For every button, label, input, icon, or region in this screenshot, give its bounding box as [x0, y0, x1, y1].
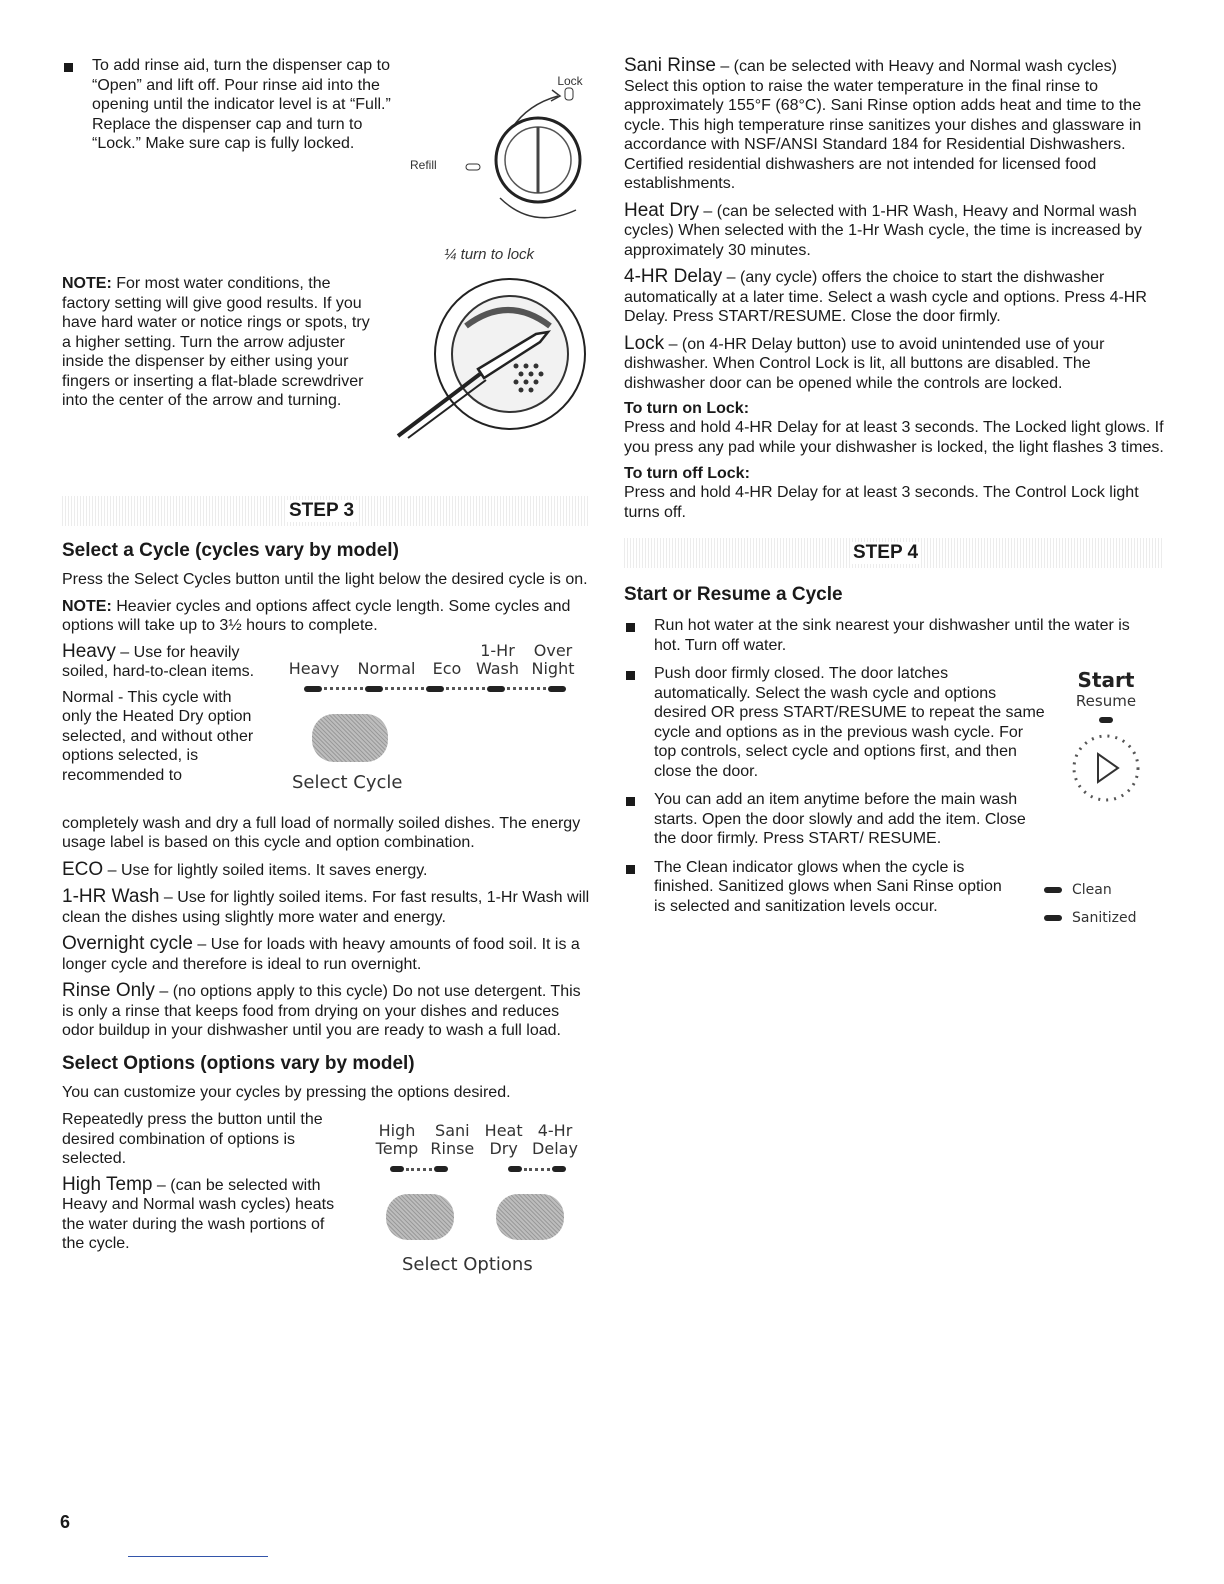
- cycle-overnight: [62, 934, 590, 974]
- rinse-adjuster-figure: [388, 274, 588, 444]
- high-temp-indicator-light: [390, 1166, 404, 1172]
- start-resume-control: [1068, 668, 1144, 806]
- sanitized-indicator: [1044, 910, 1136, 926]
- step3-note: [62, 597, 590, 636]
- fig-refill-label: Refill: [410, 158, 437, 172]
- 1hr-wash-indicator-light: [487, 686, 505, 692]
- cycle-1hr-wash-name: 1-HR Wash: [62, 886, 160, 907]
- heat-dry-indicator-light: [508, 1166, 522, 1172]
- step4-list: [624, 616, 1164, 926]
- select-cycle-heading: Select a Cycle (cycles vary by model): [62, 540, 399, 561]
- cycle-rinse-only-name: Rinse Only: [62, 980, 155, 1001]
- dispenser-cap-lock-figure: [408, 70, 588, 256]
- option-label-sani-rinse: Sani Rinse: [430, 1121, 475, 1158]
- cycle-1hr-wash: [62, 887, 590, 927]
- cycle-heavy-text: – Use for heavily soiled, hard-to-clean items.: [62, 643, 255, 680]
- option-label-high-temp: High Temp: [375, 1121, 419, 1158]
- cycle-eco-text: – Use for lightly soiled items. It saves energy.: [103, 861, 428, 879]
- step3-note-text: Heavier cycles and options affect cycle length. Some cycles and options will take up to 3½ hours to complete.: [62, 597, 571, 634]
- status-indicators: [1044, 882, 1136, 926]
- step4-bullet-1: Run hot water at the sink nearest your dishwasher until the water is hot. Turn off water.: [624, 616, 1134, 655]
- note-label: NOTE:: [62, 275, 112, 292]
- sanitized-label: Sanitized: [1072, 910, 1137, 926]
- dry-delay-option-button[interactable]: [496, 1194, 564, 1240]
- start-resume-button[interactable]: [1068, 730, 1144, 806]
- select-options-button-label: Select Options: [402, 1254, 533, 1275]
- cycle-label-overnight: Over Night: [531, 640, 575, 678]
- option-4hr-delay: [624, 267, 1164, 327]
- cycle-control-panel: [282, 642, 578, 793]
- heavy-indicator-light: [304, 686, 322, 692]
- select-options-heading: Select Options (options vary by model): [62, 1052, 415, 1074]
- options-control-panel: [370, 1122, 580, 1275]
- cycle-panel-block: [62, 642, 590, 814]
- 4hr-delay-indicator-light: [552, 1166, 566, 1172]
- cycle-eco-name: ECO: [62, 858, 104, 880]
- cycle-rinse-only-text: – (no options apply to this cycle) Do not use detergent. This is only a rinse that keeps food from drying on your dishes and reduces odor buildup in your dishwasher until you are ready to wash a full load.: [62, 983, 581, 1039]
- eco-indicator-light: [426, 686, 444, 692]
- page-number: 6: [60, 1512, 71, 1532]
- play-icon: [1098, 754, 1118, 782]
- resume-label: Resume: [1075, 692, 1137, 710]
- option-heat-dry-text: – (can be selected with 1-HR Wash, Heavy and Normal wash cycles) When selected with the 1-Hr Wash cycle, the time is increased by approximately 30 minutes.: [624, 202, 1142, 259]
- fig-caption: ¼ turn to lock: [444, 246, 535, 263]
- step4-bullet-2: Push door firmly closed. The door latches automatically. Select the wash cycle and options desired OR press START/RESUME to repeat the same cycle and options as in the previous wash cycle. For top controls, select cycle and options first, and then close the door.: [624, 664, 1046, 781]
- start-label: Start: [1077, 668, 1135, 692]
- clean-label: Clean: [1072, 882, 1112, 898]
- option-sani-rinse-name: Sani Rinse: [624, 55, 716, 76]
- cycle-label-1hr-wash: 1-Hr Wash: [475, 640, 520, 678]
- option-high-temp-name: High Temp: [62, 1173, 153, 1195]
- options-indicator-row: [390, 1166, 566, 1172]
- step4-bullet-3: You can add an item anytime before the main wash starts. Open the door slowly and add the item. Close the door firmly. Press START/ RESUME.: [624, 790, 1046, 849]
- option-4hr-delay-name: 4-HR Delay: [624, 266, 723, 287]
- lock-off-text: Press and hold 4-HR Delay for at least 3 seconds. The Control Lock light turns off.: [624, 484, 1139, 521]
- step3-banner-text: STEP 3: [286, 500, 357, 522]
- cycle-heavy: [62, 642, 262, 682]
- rinse-aid-note: [62, 274, 382, 411]
- lock-on-text: Press and hold 4-HR Delay for at least 3 seconds. The Locked light glows. If you press any pad while your dishwasher is locked, the light flashes 3 times.: [624, 419, 1164, 456]
- normal-indicator-light: [365, 686, 383, 692]
- note-text: For most water conditions, the factory setting will give good results. If you have hard water or notice rings or spots, try a higher setting. Turn the arrow adjuster inside the dispenser by either using your fingers or inserting a flat-blade screwdriver into the center of the arrow and turning.: [62, 275, 370, 409]
- option-4hr-delay-text: – (any cycle) offers the choice to start the dishwasher automatically at a later time. Select a wash cycle and options. Press 4-HR Delay. Press START/RESUME. Close the door firmly.: [624, 269, 1147, 325]
- cycle-eco: [62, 860, 590, 881]
- cycle-1hr-wash-text: – Use for lightly soiled items. For fast results, 1-Hr Wash will clean the dishes using slightly more water and energy.: [62, 889, 590, 926]
- cycle-label-eco: Eco: [432, 658, 462, 678]
- sani-rinse-indicator-light: [434, 1166, 448, 1172]
- rinse-aid-block: [62, 56, 590, 256]
- option-lock-text: – (on 4-HR Delay button) use to avoid unintended use of your dishwasher. When Control Lock is lit, all buttons are disabled. The dishwasher door can be opened while the controls are locked.: [624, 335, 1105, 392]
- clean-indicator-light: [1044, 887, 1062, 893]
- cycle-overnight-name: Overnight cycle: [62, 933, 193, 954]
- rinse-note-block: [62, 274, 590, 464]
- rinse-aid-instruction: To add rinse aid, turn the dispenser cap to “Open” and lift off. Pour rinse aid into the opening until the indicator level is at “Full.” Replace the dispenser cap and turn to “Lock.” Make sure cap is fully locked.: [62, 56, 402, 154]
- select-cycle-intro: Press the Select Cycles button until the light below the desired cycle is on.: [62, 571, 588, 588]
- cycle-labels-row: [282, 642, 578, 678]
- option-sani-rinse: [624, 56, 1164, 194]
- option-high-temp: [62, 1175, 344, 1254]
- lock-on-heading: To turn on Lock:: [624, 400, 750, 417]
- options-buttons-row: [386, 1194, 564, 1240]
- option-lock: [624, 334, 1164, 394]
- step4-bullet-4: The Clean indicator glows when the cycle is finished. Sanitized glows when Sani Rinse option is selected and sanitization levels occur.: [624, 858, 1006, 917]
- right-column: [624, 55, 1164, 926]
- options-panel-block: [62, 1110, 590, 1280]
- option-heat-dry: [624, 201, 1164, 261]
- step4-banner-text: STEP 4: [850, 542, 921, 564]
- option-sani-rinse-text: – (can be selected with Heavy and Normal wash cycles) Select this option to raise the water temperature in the final rinse to approximately 155°F (68°C). Sani Rinse option adds heat and time to the cycle. This high temperature rinse sanitizes your dishes and glassware in accordance with NSF/ANSI Standard 184 for Residential Dishwashers. Certified residential dishwashers are not intended for licensed food establishments.: [624, 58, 1142, 192]
- select-cycle-button-label: Select Cycle: [292, 771, 403, 793]
- options-labels-row: [370, 1122, 580, 1158]
- option-high-temp-text: – (can be selected with Heavy and Normal wash cycles) heats the water during the wash portions of the cycle.: [62, 1176, 335, 1252]
- left-column: [62, 56, 590, 1280]
- cycle-label-heavy: Heavy: [288, 658, 340, 678]
- temp-sani-option-button[interactable]: [386, 1194, 454, 1240]
- step3-note-label: NOTE:: [62, 597, 112, 615]
- clean-indicator: [1044, 882, 1136, 898]
- start-indicator-light: [1099, 717, 1113, 723]
- footer-rule: [128, 1556, 268, 1557]
- option-label-4hr-delay: 4-Hr Delay: [532, 1121, 578, 1158]
- cycle-label-normal: Normal: [357, 658, 416, 678]
- cycle-overnight-text: – Use for loads with heavy amounts of food soil. It is a longer cycle and therefore is ideal to run overnight.: [62, 936, 580, 973]
- step4-banner: [624, 538, 1164, 568]
- step3-banner: [62, 496, 590, 526]
- lock-off-heading: To turn off Lock:: [624, 465, 750, 482]
- select-cycle-button[interactable]: [312, 714, 388, 762]
- fig-lock-label: Lock: [557, 74, 583, 88]
- option-heat-dry-name: Heat Dry: [624, 199, 699, 221]
- overnight-indicator-light: [548, 686, 566, 692]
- cycle-normal-part1: Normal - This cycle with only the Heated Dry option selected, and without other options selected, is recommended to: [62, 688, 254, 784]
- option-label-heat-dry: Heat Dry: [484, 1121, 523, 1158]
- cycle-indicator-row: [304, 686, 566, 692]
- cycle-normal-part2: completely wash and dry a full load of normally soiled dishes. The energy usage label is based on this cycle and option combination.: [62, 814, 581, 851]
- options-repeat-text: Repeatedly press the button until the desired combination of options is selected.: [62, 1111, 323, 1167]
- cycle-heavy-name: Heavy: [62, 640, 116, 662]
- cycle-rinse-only: [62, 981, 590, 1041]
- sanitized-indicator-light: [1044, 915, 1062, 921]
- option-lock-name: Lock: [624, 332, 665, 354]
- select-options-intro: You can customize your cycles by pressing the options desired.: [62, 1083, 511, 1101]
- start-resume-heading: Start or Resume a Cycle: [624, 584, 843, 605]
